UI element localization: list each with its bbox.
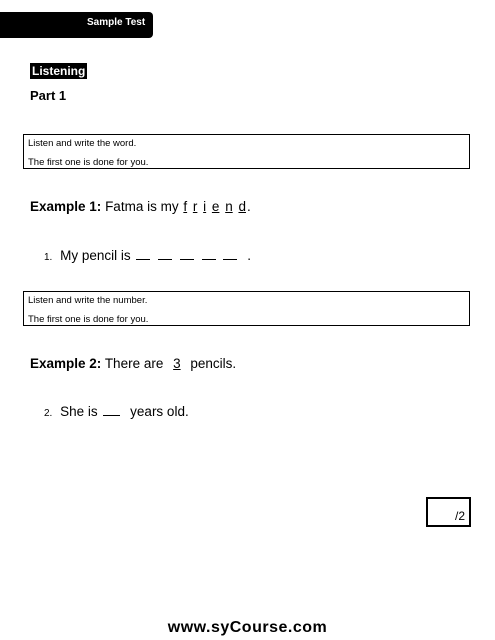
answer-letter: d xyxy=(238,199,246,214)
question-text: My pencil is xyxy=(60,248,131,263)
example-text: There are xyxy=(104,356,164,371)
example-1 xyxy=(30,199,251,214)
instruction-line: Listen and write the word. xyxy=(28,138,137,149)
question-number: 2. xyxy=(44,408,53,419)
question-end: . xyxy=(247,248,251,263)
example-label: Example 1: xyxy=(30,199,102,214)
answer-letter: e xyxy=(211,199,220,214)
answer-blank[interactable] xyxy=(180,246,194,260)
answer-blank[interactable] xyxy=(158,246,172,260)
question-text: years old. xyxy=(130,404,189,419)
score-text: /2 xyxy=(454,509,465,523)
question-2 xyxy=(44,402,189,419)
example-text: Fatma is my xyxy=(105,199,179,214)
part-title: Part 1 xyxy=(30,88,67,103)
answer-blank[interactable] xyxy=(136,246,150,260)
example-end: . xyxy=(246,199,251,214)
answer-blank[interactable] xyxy=(103,402,120,416)
answer-blank[interactable] xyxy=(223,246,237,260)
score-box xyxy=(426,497,471,527)
example-2 xyxy=(30,356,236,371)
answer-letter: f xyxy=(183,199,188,214)
tab-label: Sample Test xyxy=(87,17,146,28)
section-title: Listening xyxy=(32,64,86,78)
example-label: Example 2: xyxy=(30,356,102,371)
answer-letter: r xyxy=(192,199,198,214)
sample-test-tab xyxy=(0,12,153,38)
answer-blank[interactable] xyxy=(202,246,216,260)
instruction-line: The first one is done for you. xyxy=(28,157,149,168)
question-text: She is xyxy=(60,404,98,419)
answer-letter: n xyxy=(225,199,233,214)
question-1 xyxy=(44,246,251,263)
instruction-line: Listen and write the number. xyxy=(28,295,148,306)
example-text: pencils. xyxy=(190,356,237,371)
instruction-box-2 xyxy=(23,291,470,326)
instruction-line: The first one is done for you. xyxy=(28,314,149,325)
answer-letter: i xyxy=(203,199,207,214)
footer-watermark: www.syCourse.com xyxy=(167,619,328,636)
answer-number: 3 xyxy=(173,356,181,371)
instruction-box-1 xyxy=(23,134,470,169)
question-number: 1. xyxy=(44,252,53,263)
